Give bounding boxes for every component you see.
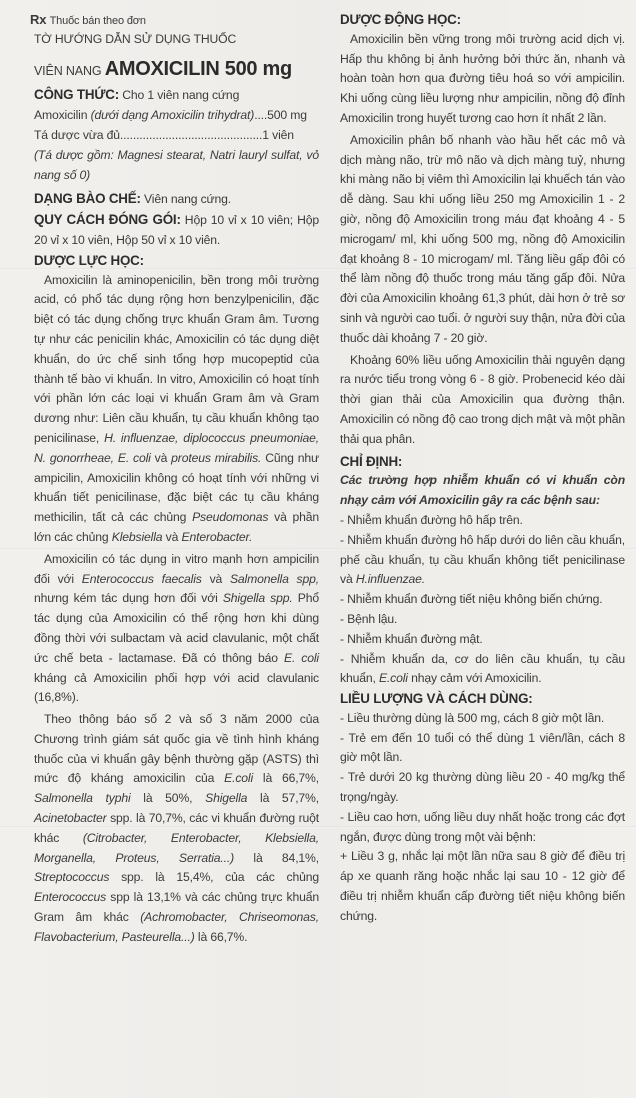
- right-column: [340, 10, 625, 927]
- pd-text: và: [209, 571, 223, 586]
- pd-text: Cũng như ampicilin, Amoxicilin không có hoạt tính với những vi khuẩn tiết penicilinase, đặc biệt các tụ cầu kháng methicilin, tất cả các chủng: [34, 450, 319, 525]
- pharmacodynamics-heading: DƯỢC LỰC HỌC:: [34, 252, 144, 268]
- product-prefix: VIÊN NANG: [34, 63, 102, 78]
- pd-text: là 66,7%,: [262, 771, 319, 786]
- dosage-item: - Trẻ em đến 10 tuổi có thể dùng 1 viên/lần, cách 8 giờ một lần.: [340, 730, 625, 765]
- pd-text: spp là 13,1% và các chủng trực khuẩn Gram âm khác: [34, 890, 319, 925]
- dosage-item: - Trẻ dưới 20 kg thường dùng liều 20 - 40 mg/kg thể trọng/ngày.: [340, 770, 625, 805]
- active-amount: ....500 mg: [254, 108, 307, 123]
- product-name: AMOXICILIN 500 mg: [104, 57, 292, 80]
- guide-title: TỜ HƯỚNG DẪN SỬ DỤNG THUỐC: [34, 31, 237, 46]
- indication-item: - Nhiễm khuẩn đường hô hấp trên.: [340, 512, 523, 527]
- pd-species: Pseudomonas: [192, 510, 269, 525]
- pd-species: (Achromobacter, Chriseomonas, Flavobacterium, Pasteurella...): [34, 910, 319, 944]
- left-column: [30, 10, 319, 948]
- pd-text: Phổ tác dụng của Amoxicilin có thể rộng hơn khi dùng đồng thời với sulbactam và acid clavulanic, một chất ức chế beta - lactamase. Đã có thông báo: [34, 591, 319, 665]
- pd-species: Enterococcus: [34, 890, 107, 905]
- pd-species: Salmonella spp,: [229, 571, 319, 586]
- pd-text: spp. là 70,7%, các vi khuẩn đường ruột khác: [34, 811, 319, 845]
- indication-item: - Nhiễm khuẩn đường mật.: [340, 631, 483, 646]
- indications-heading: CHỈ ĐỊNH:: [340, 453, 403, 469]
- pd-species: proteus mirabilis.: [171, 450, 262, 465]
- pharmacokinetics-paragraph-3: Khoảng 60% liều uống Amoxicilin thải nguyên dạng ra nước tiểu trong vòng 6 - 8 giờ. Probenecid kéo dài thời gian thải của Amoxicilin qua đường thận. Amoxicilin có nồng độ cao trong dịch mật và một phần thải qua phân.: [340, 352, 625, 446]
- pd-species: Enterobacter.: [181, 529, 253, 544]
- pd-species: Salmonella typhi: [34, 791, 131, 806]
- pd-species: Acinetobacter: [34, 811, 107, 826]
- pd-text: Theo thông báo số 2 và số 3 năm 2000 của Chương trình giám sát quốc gia về tình hình kháng thuốc của vi khuẩn gây bệnh thường gặp (ASTS) thì mức độ kháng amoxicilin của: [34, 712, 319, 786]
- pharmacodynamics-paragraph-2: [34, 550, 319, 708]
- dosage-item: + Liều 3 g, nhắc lại một lần nữa sau 8 giờ để điều trị áp xe quanh răng hoặc nhắc lại sau 10 - 12 giờ để điều trị nhiễm khuẩn cấp đường tiết niệu không biến chứng.: [340, 849, 625, 923]
- indication-item: - Nhiễm khuẩn đường tiết niệu không biến chứng.: [340, 592, 603, 607]
- packaging-text: Hộp 10 vỉ x 10 viên; Hộp 20 vỉ x 10 viên, Hộp 50 vỉ x 10 viên.: [34, 213, 319, 247]
- pd-text: là 50%,: [143, 791, 193, 806]
- indication-species: E.coli: [378, 671, 408, 686]
- pd-text: là 57,7%,: [260, 791, 319, 806]
- pd-species: E. coli: [283, 650, 319, 665]
- pd-text: là 84,1%,: [253, 850, 319, 865]
- pd-species: Enterococcus faecalis: [81, 571, 202, 586]
- dosage-item: - Liều cao hơn, uống liều duy nhất hoặc trong các đợt ngắn, được dùng trong một vài bệnh:: [340, 809, 625, 844]
- pd-species: Klebsiella: [111, 529, 163, 544]
- pd-text: và: [154, 450, 168, 465]
- indication-item: - Bệnh lậu.: [340, 611, 398, 626]
- pd-species: H. influenzae, diplococcus pneumoniae, N. gonorrheae, E. coli: [34, 430, 319, 465]
- dosage-form-heading: DẠNG BÀO CHẾ:: [34, 191, 141, 207]
- active-name: Amoxicilin: [34, 108, 88, 123]
- formula-active: [34, 106, 319, 126]
- pd-species: (Citrobacter, Enterobacter, Klebsiella, Morganella, Proteus, Serratia...): [34, 830, 319, 865]
- pd-species: Streptococcus: [34, 870, 110, 885]
- pharmacokinetics-paragraph-1: Amoxicilin bền vững trong môi trường acid dịch vị. Hấp thu không bị ảnh hưởng bởi thức ăn, nhanh và hoàn toàn hơn qua đường tiêu hoá so với ampicilin. Khi uống cùng liều lượng như ampicilin, nồng độ đỉnh Amoxicilin trong huyết tương cao hơn ít nhất 2 lần.: [340, 31, 625, 125]
- dosage-form-section: [34, 189, 319, 210]
- formula-section: [34, 85, 319, 185]
- rx-line: [30, 10, 319, 32]
- indication-text: nhạy cảm với Amoxicilin.: [411, 671, 542, 686]
- pd-text: spp. là 15,4%, của các chủng: [121, 870, 319, 885]
- pd-text: và phần lớn các chủng: [34, 510, 319, 544]
- pharmacokinetics-heading: DƯỢC ĐỘNG HỌC:: [340, 12, 461, 27]
- formula-heading: CÔNG THỨC:: [34, 87, 119, 103]
- pd-text: nhưng kém tác dụng hơn đối với: [34, 591, 218, 606]
- dosage-item: - Liều thường dùng là 500 mg, cách 8 giờ một lần.: [340, 710, 605, 725]
- active-note: (dưới dạng Amoxicilin trihydrat): [90, 108, 255, 123]
- indication-item: [340, 531, 625, 590]
- product-title: [34, 57, 319, 82]
- dosage-heading: LIỀU LƯỢNG VÀ CÁCH DÙNG:: [340, 691, 533, 707]
- indication-item: [340, 650, 625, 690]
- pd-text: và: [165, 529, 179, 544]
- pd-species: E.coli: [224, 771, 254, 786]
- dosage-form-text: Viên nang cứng.: [144, 192, 232, 207]
- formula-excipient: Tá dược vừa đủ............................................1 viên: [34, 127, 294, 142]
- packaging-section: [34, 210, 319, 251]
- indication-text: - Nhiễm khuẩn da, cơ do liên cầu khuẩn, tụ cầu khuẩn,: [340, 651, 625, 686]
- pd-text: là 66,7%.: [197, 929, 248, 944]
- packaging-heading: QUY CÁCH ĐÓNG GÓI:: [34, 212, 181, 228]
- rx-note: Thuốc bán theo đơn: [49, 15, 146, 27]
- indications-intro: Các trường hợp nhiễm khuẩn có vi khuẩn còn nhạy cảm với Amoxicilin gây ra các bệnh sau:: [340, 473, 625, 508]
- pharmacokinetics-paragraph-2: Amoxicilin phân bố nhanh vào hầu hết các mô và dịch màng não, trừ mô não và dịch màng tuỷ, nhưng khi màng não bị viêm thì Amoxicilin lại khuếch tán vào dễ dàng. Sau khi uống liều 250 mg Amoxicilin 1 - 2 giờ, nồng độ Amoxicilin trong máu đạt khoảng 4 - 5 microgam/ ml, khi uống 500 mg, nồng độ Amoxicilin đạt khoảng 8 - 10 microgam/ ml. Tăng liều gấp đôi có thể làm nồng độ thuốc trong máu tăng gấp đôi. Nửa đời của Amoxicilin khoảng 61,3 phút, dài hơn ở trẻ sơ sinh và người cao tuổi. ở người suy thận, nửa đời của thuốc dài khoảng 7 - 20 giờ.: [340, 132, 625, 345]
- pharmacodynamics-paragraph-1: [34, 271, 319, 548]
- indication-species: H.influenzae.: [355, 572, 426, 587]
- pharmacodynamics-paragraph-3: [34, 710, 319, 948]
- formula-intro: Cho 1 viên nang cứng: [122, 88, 240, 103]
- pd-species: Shigella: [205, 791, 248, 806]
- pd-species: Shigella spp.: [222, 591, 293, 606]
- rx-label: Rx: [30, 12, 47, 27]
- indication-text: - Nhiễm khuẩn đường hô hấp dưới do liên cầu khuẩn, phế cầu khuẩn, tụ cầu khuẩn không tiết penicilinase và: [340, 532, 625, 587]
- pd-text: kháng cả Amoxicilin phối hợp với acid clavulanic (16,8%).: [34, 670, 319, 705]
- pd-text: Amoxicilin có tác dụng in vitro mạnh hơn ampicilin đối với: [34, 551, 319, 586]
- pd-text: Amoxicilin là aminopenicilin, bền trong môi trường acid, có phổ tác dụng rộng hơn benzylpenicilin, đặc biệt có tác dụng chống trực khuẩn Gram âm. Tương tự như các penicilin khác, Amoxicilin có tác dụng diệt khuẩn, do ức chế sinh tổng hợp mucopeptid của thành tế bào vi khuẩn. In vitro, Amoxicilin có hoạt tính với phần lớn các loại vi khuẩn Gram âm và Gram dương như: Liên cầu khuẩn, tụ cầu khuẩn không tạo penicilinase,: [34, 272, 319, 445]
- excipient-note: (Tá dược gồm: Magnesi stearat, Natri lauryl sulfat, vỏ nang số 0): [34, 147, 319, 182]
